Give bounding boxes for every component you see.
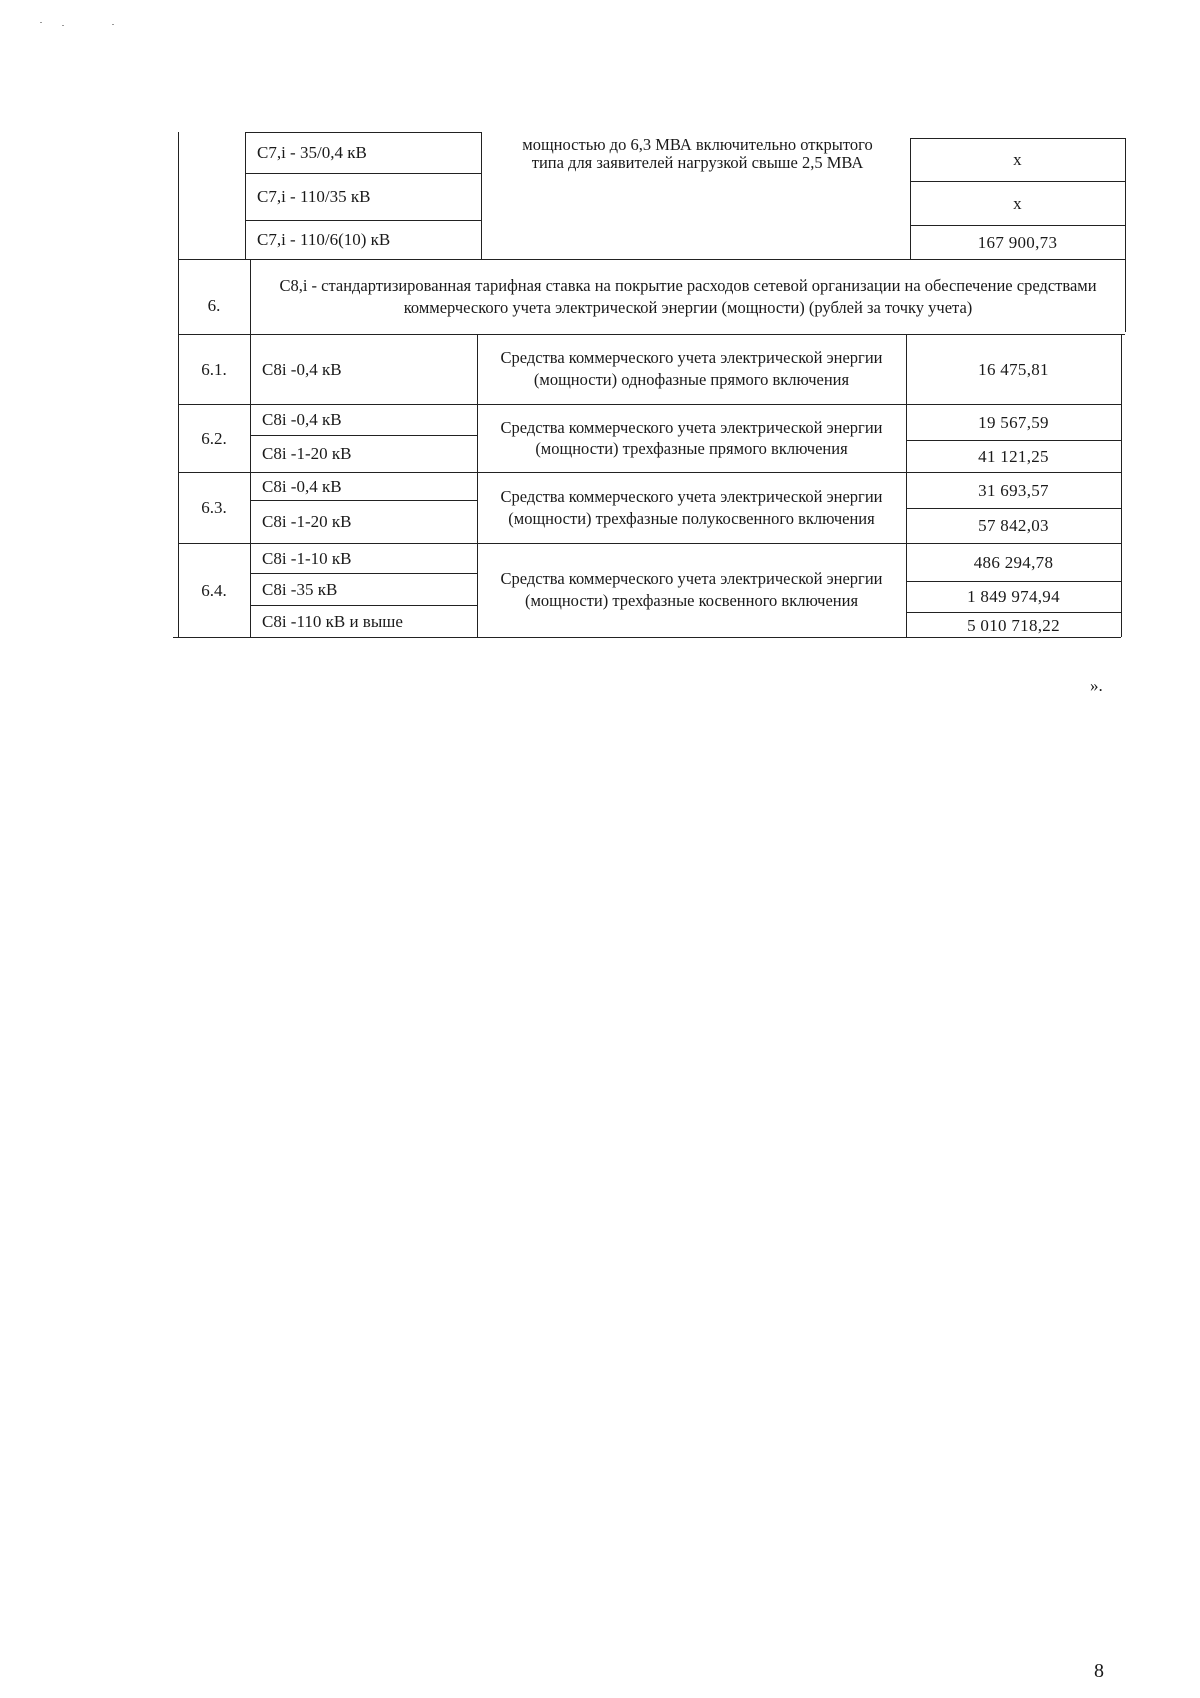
value-cell: 5 010 718,22 xyxy=(967,616,1060,635)
value-cell: 486 294,78 xyxy=(973,552,1054,572)
value-cell: 41 121,25 xyxy=(978,446,1049,466)
row-number: 6.3. xyxy=(201,498,227,517)
code-cell: C8i -1-10 кВ xyxy=(262,548,352,568)
code-cell: C8i -0,4 кВ xyxy=(262,476,342,496)
closing-quote: ». xyxy=(1090,676,1103,695)
code-cell: C8i -1-20 кВ xyxy=(262,512,352,531)
value-cell: 167 900,73 xyxy=(977,232,1058,252)
code-cell: C8i -0,4 кВ xyxy=(262,359,342,379)
code-cell: C8i -35 кВ xyxy=(262,579,338,599)
row-number: 6.4. xyxy=(201,580,227,600)
description-cell: Средства коммерческого учета электрической энергии (мощности) трехфазные полукосвенного включения xyxy=(500,486,883,528)
section-number: 6. xyxy=(207,296,221,315)
value-cell: 57 842,03 xyxy=(978,516,1049,535)
value-cell: 1 849 974,94 xyxy=(967,587,1060,606)
scan-speck xyxy=(40,22,42,23)
page-number: 8 xyxy=(1094,1660,1104,1682)
row-number: 6.1. xyxy=(201,359,227,379)
scan-speck xyxy=(112,24,114,25)
section-header: C8,i - стандартизированная тарифная ставка на покрытие расходов сетевой организации на обеспечение средствами коммерческого учета электрической энергии (мощности) (рублей за точку учета) xyxy=(279,276,1097,317)
description-cell: Средства коммерческого учета электрической энергии (мощности) трехфазные прямого включения xyxy=(500,418,883,458)
code-cell: C8i -0,4 кВ xyxy=(262,410,342,429)
value-cell: 31 693,57 xyxy=(978,480,1049,500)
top-block-description: мощностью до 6,3 МВА включительно открытого типа для заявителей нагрузкой свыше 2,5 МВА xyxy=(522,135,873,172)
value-cell: 19 567,59 xyxy=(978,412,1049,432)
value-cell: 16 475,81 xyxy=(978,359,1049,379)
value-cell: х xyxy=(1013,193,1022,213)
code-cell: C7,i - 110/35 кВ xyxy=(257,187,371,206)
code-cell: C8i -110 кВ и выше xyxy=(262,611,403,631)
description-cell: Средства коммерческого учета электрической энергии (мощности) трехфазные косвенного включения xyxy=(500,569,883,610)
scan-speck xyxy=(62,25,64,26)
description-cell: Средства коммерческого учета электрической энергии (мощности) однофазные прямого включения xyxy=(500,348,883,389)
code-cell: C8i -1-20 кВ xyxy=(262,444,352,463)
row-number: 6.2. xyxy=(201,428,227,448)
value-cell: х xyxy=(1013,150,1022,169)
code-cell: C7,i - 110/6(10) кВ xyxy=(257,230,391,249)
code-cell: C7,i - 35/0,4 кВ xyxy=(257,143,367,162)
